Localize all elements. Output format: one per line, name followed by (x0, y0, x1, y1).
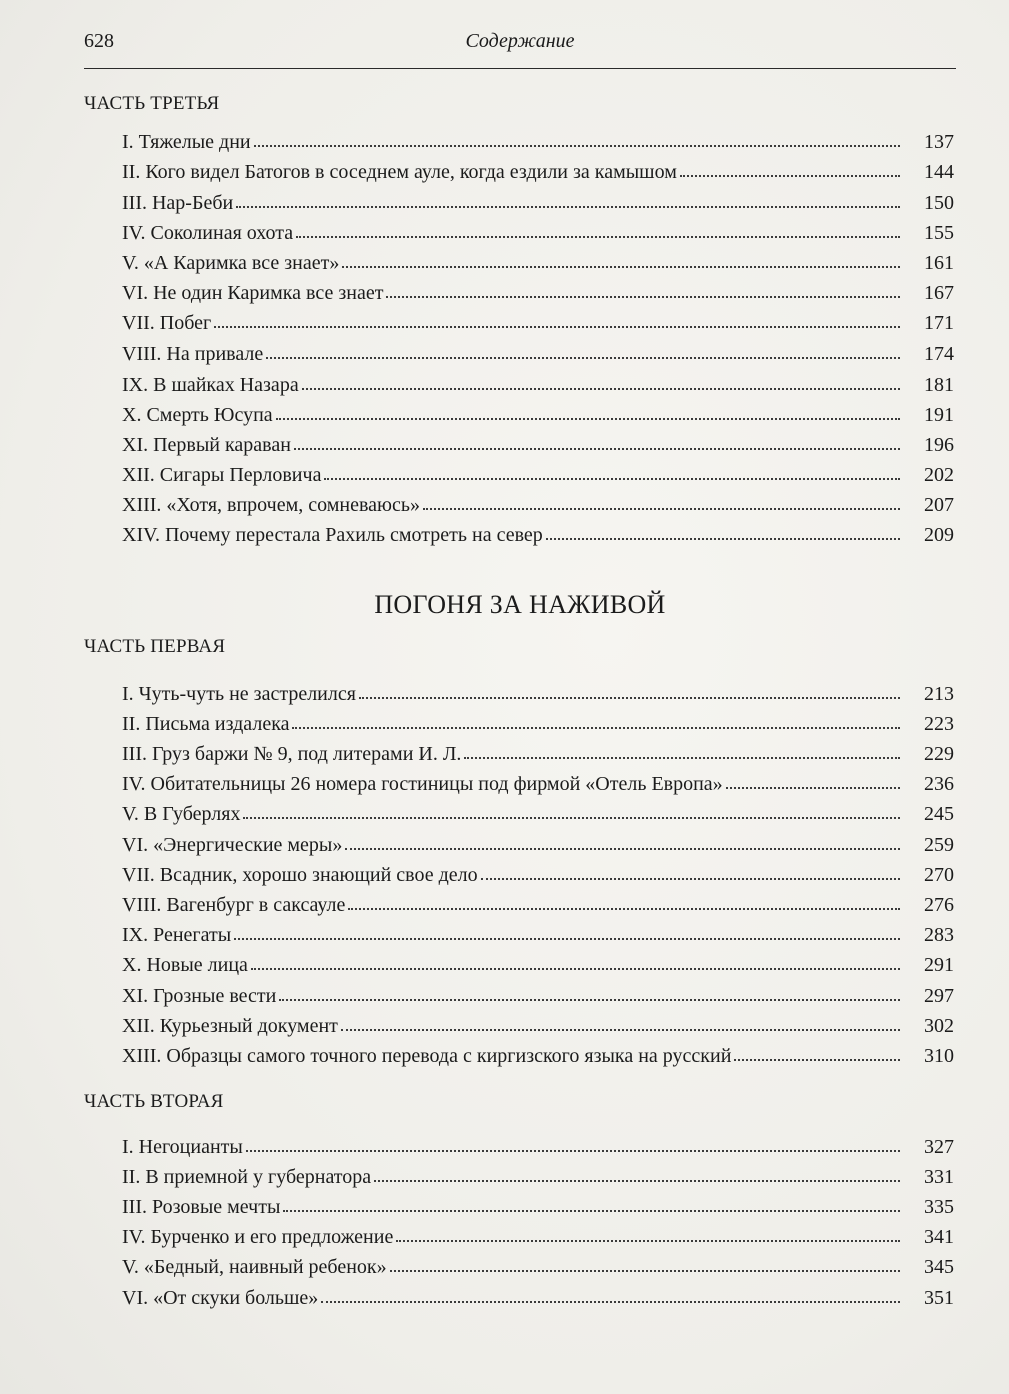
toc-entry-title: XI. Первый караван (122, 434, 291, 456)
dot-leader (251, 968, 900, 970)
toc-entry (122, 1160, 954, 1187)
toc-entry-title: VI. «От скуки больше» (122, 1287, 319, 1309)
toc-entry (122, 216, 954, 243)
toc-entry-title: VII. Побег (122, 312, 212, 334)
part-one-heading: ЧАСТЬ ПЕРВАЯ (84, 636, 226, 657)
toc-entry (122, 398, 954, 425)
toc-entry (122, 155, 954, 182)
toc-entry-page: 283 (924, 924, 954, 946)
toc-entry-title: IX. Ренегаты (122, 924, 232, 946)
dot-leader (321, 1301, 900, 1303)
dot-leader (359, 697, 900, 699)
toc-entry-page: 161 (924, 252, 954, 274)
toc-entry (122, 1281, 954, 1308)
toc-entry-page: 331 (924, 1166, 954, 1188)
toc-entry-title: IV. Соколиная охота (122, 222, 294, 244)
toc-entry (122, 737, 954, 764)
dot-leader (423, 508, 900, 510)
page-header (84, 30, 956, 60)
toc-entry-page: 174 (924, 343, 954, 365)
dot-leader (342, 266, 900, 268)
toc-entry-page: 223 (924, 713, 954, 735)
toc-entry-title: X. Новые лица (122, 954, 248, 976)
dot-leader (283, 1210, 900, 1212)
dot-leader (464, 757, 900, 759)
toc-entry-page: 229 (924, 743, 954, 765)
story-title: ПОГОНЯ ЗА НАЖИВОЙ (374, 590, 666, 619)
part-three-heading: ЧАСТЬ ТРЕТЬЯ (84, 93, 220, 114)
toc-entry (122, 306, 954, 333)
toc-entry-page: 259 (924, 834, 954, 856)
toc-entry-page: 202 (924, 464, 954, 486)
toc-entry-page: 137 (924, 131, 954, 153)
toc-entry-title: III. Розовые мечты (122, 1196, 281, 1218)
toc-entry-page: 191 (924, 404, 954, 426)
toc-entry (122, 276, 954, 303)
toc-entry-page: 209 (924, 524, 954, 546)
toc-entry-title: II. В приемной у губернатора (122, 1166, 372, 1188)
toc-entry-title: III. Нар-Беби (122, 192, 234, 214)
toc-entry-title: IV. Бурченко и его предложение (122, 1226, 394, 1248)
toc-entry-title: V. «А Каримка все знает» (122, 252, 340, 274)
page-number: 628 (84, 30, 114, 52)
toc-entry-title: VIII. На привале (122, 343, 264, 365)
dot-leader (234, 938, 900, 940)
dot-leader (302, 388, 900, 390)
toc-entry-title: X. Смерть Юсупа (122, 404, 273, 426)
toc-entry-page: 335 (924, 1196, 954, 1218)
running-title: Содержание (465, 30, 575, 52)
dot-leader (386, 296, 900, 298)
toc-entry (122, 828, 954, 855)
toc-entry-title: XIV. Почему перестала Рахиль смотреть на север (122, 524, 543, 546)
toc-entry-page: 181 (924, 374, 954, 396)
dot-leader (266, 357, 900, 359)
toc-entry-title: XI. Грозные вести (122, 985, 277, 1007)
dot-leader (243, 817, 900, 819)
dot-leader (481, 878, 900, 880)
toc-entry-title: XIII. «Хотя, впрочем, сомневаюсь» (122, 494, 420, 516)
toc-entry-title: I. Тяжелые дни (122, 131, 251, 153)
part-two-heading: ЧАСТЬ ВТОРАЯ (84, 1091, 224, 1112)
toc-entry-page: 150 (924, 192, 954, 214)
toc-entry (122, 918, 954, 945)
dot-leader (726, 787, 900, 789)
dot-leader (390, 1270, 900, 1272)
dot-leader (345, 848, 900, 850)
toc-entry-page: 297 (924, 985, 954, 1007)
dot-leader (341, 1029, 900, 1031)
toc-entry (122, 858, 954, 885)
toc-entry (122, 1130, 954, 1157)
toc-entry-title: II. Кого видел Батогов в соседнем ауле, когда ездили за камышом (122, 161, 677, 183)
toc-entry-page: 310 (924, 1045, 954, 1067)
toc-entry (122, 186, 954, 213)
toc-entry (122, 948, 954, 975)
dot-leader (324, 478, 900, 480)
toc-entry-title: XII. Курьезный документ (122, 1015, 338, 1037)
toc-entry-title: V. В Губерлях (122, 803, 241, 825)
toc-entry-page: 341 (924, 1226, 954, 1248)
toc-entry-title: VI. Не один Каримка все знает (122, 282, 384, 304)
toc-entry (122, 488, 954, 515)
toc-entry-title: XIII. Образцы самого точного перевода с киргизского языка на русский (122, 1045, 732, 1067)
toc-entry-page: 236 (924, 773, 954, 795)
toc-entry-page: 167 (924, 282, 954, 304)
dot-leader (276, 418, 900, 420)
dot-leader (279, 999, 900, 1001)
dot-leader (348, 908, 900, 910)
toc-entry-title: XII. Сигары Перловича (122, 464, 322, 486)
dot-leader (294, 448, 900, 450)
dot-leader (374, 1180, 900, 1182)
toc-entry (122, 1190, 954, 1217)
toc-entry-page: 213 (924, 683, 954, 705)
dot-leader (546, 538, 900, 540)
toc-entry (122, 337, 954, 364)
toc-entry (122, 368, 954, 395)
toc-entry (122, 518, 954, 545)
toc-entry (122, 458, 954, 485)
toc-entry-page: 291 (924, 954, 954, 976)
toc-entry (122, 797, 954, 824)
toc-entry-page: 207 (924, 494, 954, 516)
dot-leader (236, 206, 900, 208)
toc-entry-page: 345 (924, 1256, 954, 1278)
toc-entry-title: III. Груз баржи № 9, под литерами И. Л. (122, 743, 462, 765)
toc-entry-page: 302 (924, 1015, 954, 1037)
dot-leader (680, 175, 900, 177)
toc-entry-title: VI. «Энергические меры» (122, 834, 343, 856)
toc-entry (122, 767, 954, 794)
toc-entry (122, 888, 954, 915)
toc-entry (122, 677, 954, 704)
toc-entry-title: I. Чуть-чуть не застрелился (122, 683, 356, 705)
toc-entry-title: VII. Всадник, хорошо знающий свое дело (122, 864, 478, 886)
toc-entry-title: I. Негоцианты (122, 1136, 243, 1158)
toc-entry (122, 246, 954, 273)
toc-entry-page: 245 (924, 803, 954, 825)
dot-leader (396, 1240, 900, 1242)
dot-leader (246, 1150, 900, 1152)
toc-entry-page: 276 (924, 894, 954, 916)
toc-entry-page: 351 (924, 1287, 954, 1309)
toc-entry-title: IX. В шайках Назара (122, 374, 299, 396)
toc-entry-page: 270 (924, 864, 954, 886)
toc-entry (122, 1009, 954, 1036)
toc-entry-page: 196 (924, 434, 954, 456)
toc-entry (122, 1039, 954, 1066)
toc-entry (122, 1250, 954, 1277)
toc-entry-title: VIII. Вагенбург в саксауле (122, 894, 346, 916)
toc-entry-page: 144 (924, 161, 954, 183)
toc-entry (122, 428, 954, 455)
toc-entry-title: V. «Бедный, наивный ребенок» (122, 1256, 387, 1278)
dot-leader (292, 727, 900, 729)
toc-entry-page: 171 (924, 312, 954, 334)
dot-leader (254, 145, 900, 147)
toc-entry (122, 979, 954, 1006)
dot-leader (296, 236, 900, 238)
toc-entry (122, 707, 954, 734)
dot-leader (214, 326, 900, 328)
toc-entry-page: 327 (924, 1136, 954, 1158)
toc-entry-page: 155 (924, 222, 954, 244)
dot-leader (734, 1059, 900, 1061)
toc-entry-title: II. Письма издалека (122, 713, 290, 735)
toc-entry-title: IV. Обитательницы 26 номера гостиницы под фирмой «Отель Европа» (122, 773, 723, 795)
header-rule (84, 68, 956, 69)
toc-entry (122, 125, 954, 152)
toc-entry (122, 1220, 954, 1247)
